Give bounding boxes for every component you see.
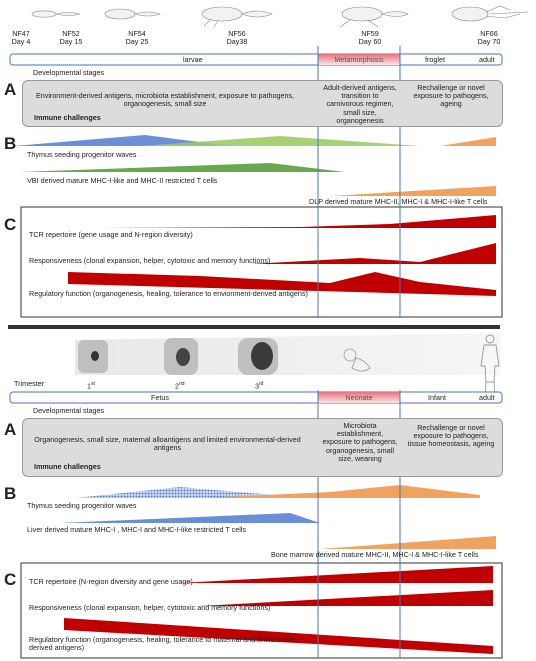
bottom-panel-a-letter: A xyxy=(4,420,17,439)
dlp-label: DLP derived mature MHC-II, MHC-I & MHC-I-like T cells xyxy=(309,197,488,206)
bone-marrow-wedge xyxy=(320,536,496,549)
stage-nf47: NF47 Day 4 xyxy=(11,29,31,47)
period-adult: adult xyxy=(479,55,495,64)
period-metamorphosis: Metamorphosis xyxy=(334,55,384,64)
stage-nf59: NF59 Day 60 xyxy=(358,29,382,47)
stage-nf54: NF54 Day 25 xyxy=(125,29,149,47)
bottom-developmental-stages: Developmental stages xyxy=(33,406,105,415)
fetus-3rd xyxy=(251,342,273,370)
period-fetus: Fetus xyxy=(151,393,169,402)
trimester-label: Trimester xyxy=(14,379,45,388)
trimester-3: 3rd xyxy=(255,381,264,391)
bottom-challenge-adult: Rechallenge or novel exposure to pathogens, tissue homeostasis, ageing xyxy=(407,423,495,449)
bone-marrow-label: Bone marrow derived mature MHC-II, MHC-I & MHC-I-like T cells xyxy=(271,550,479,559)
bottom-regulatory-label: Regulatory function (organogenesis, healing, tolerance to maternal and envionment-derived antigens) xyxy=(29,635,297,653)
bottom-tcr-label: TCR repertoire (N-region diversity and gene usage) xyxy=(29,577,193,586)
pregnancy-band xyxy=(75,333,500,375)
fetus-1st xyxy=(91,351,99,361)
period-infant: Infant xyxy=(428,393,446,402)
top-regulatory-label: Regulatory function (organogenesis, healing, tolerance to envionment-derived antigens) xyxy=(29,289,308,298)
frog-nf59-drawing xyxy=(340,7,408,27)
top-developmental-stages: Developmental stages xyxy=(33,68,105,77)
period-froglet: froglet xyxy=(425,55,445,64)
trimester-1: 1st xyxy=(87,381,95,391)
bottom-panel-c-letter: C xyxy=(4,570,17,589)
vbi-label: VBI derived mature MHC-I-like and MHC-II restricted T cells xyxy=(27,176,218,185)
period-larvae: larvae xyxy=(183,55,203,64)
top-panel-a-letter: A xyxy=(4,80,17,99)
top-challenge-metamorphosis: Adult-derived antigens, transition to carnivorous regimen, small size, organogenesis xyxy=(323,83,397,125)
top-panel-b-letter: B xyxy=(4,134,17,153)
top-thymus-label: Thymus seeding progenitor waves xyxy=(27,150,137,159)
top-panel-c-letter: C xyxy=(4,215,17,234)
tadpole-illustrations xyxy=(32,6,528,27)
species-divider xyxy=(8,325,500,329)
tadpole-nf47-drawing xyxy=(32,11,80,17)
stage-nf56: NF56 Day38 xyxy=(226,29,248,47)
bottom-thymus-label: Thymus seeding progenitor waves xyxy=(27,501,137,510)
stage-nf52: NF52 Day 15 xyxy=(59,29,83,47)
vbi-wedge xyxy=(20,163,345,172)
tadpole-nf56-drawing xyxy=(202,7,272,27)
tadpole-nf52-drawing xyxy=(105,9,160,19)
top-immune-challenges-label: Immune challenges xyxy=(34,113,101,122)
bottom-responsiveness-label: Responsiveness (clonal expansion, helper, cytotoxic and memory functions) xyxy=(29,603,271,612)
bottom-challenge-neonate: Microbiota establishment, exposure to pathogens, organogenesis, small size, weaning xyxy=(322,421,398,463)
bottom-challenge-fetus: Organogenesis, small size, maternal alloantigens and limited environmental-derived antigens xyxy=(34,435,301,453)
bottom-immune-challenges-label: Immune challenges xyxy=(34,462,101,471)
liver-wedge xyxy=(60,513,320,523)
top-challenge-adult: Rechallenge or novel exposure to pathogens, ageing xyxy=(413,83,489,109)
thymus-wave-3-top xyxy=(440,137,496,146)
period-adult-human: adult xyxy=(479,393,495,402)
trimester-2: 2nd xyxy=(175,381,185,391)
top-responsiveness-label: Responsiveness (clonal expansion, helper, cytotoxic and memory functions) xyxy=(29,256,271,265)
period-neonate: Neonate xyxy=(345,393,373,402)
top-challenge-larvae: Environment-derived antigens, microbiota establishment, exposure to pathogens, organogenesis, small size xyxy=(35,91,295,109)
frog-nf66-drawing xyxy=(452,6,528,21)
top-tcr-label: TCR repertoire (gene usage and N-region diversity) xyxy=(29,230,193,239)
fetus-2nd xyxy=(176,348,190,366)
stage-nf66: NF66 Day 70 xyxy=(477,29,501,47)
liver-label: Liver derived mature MHC-I , MHC-I and MHC-I-like restricted T cells xyxy=(27,525,247,534)
dlp-wedge xyxy=(330,186,496,196)
bottom-panel-b-letter: B xyxy=(4,484,17,503)
